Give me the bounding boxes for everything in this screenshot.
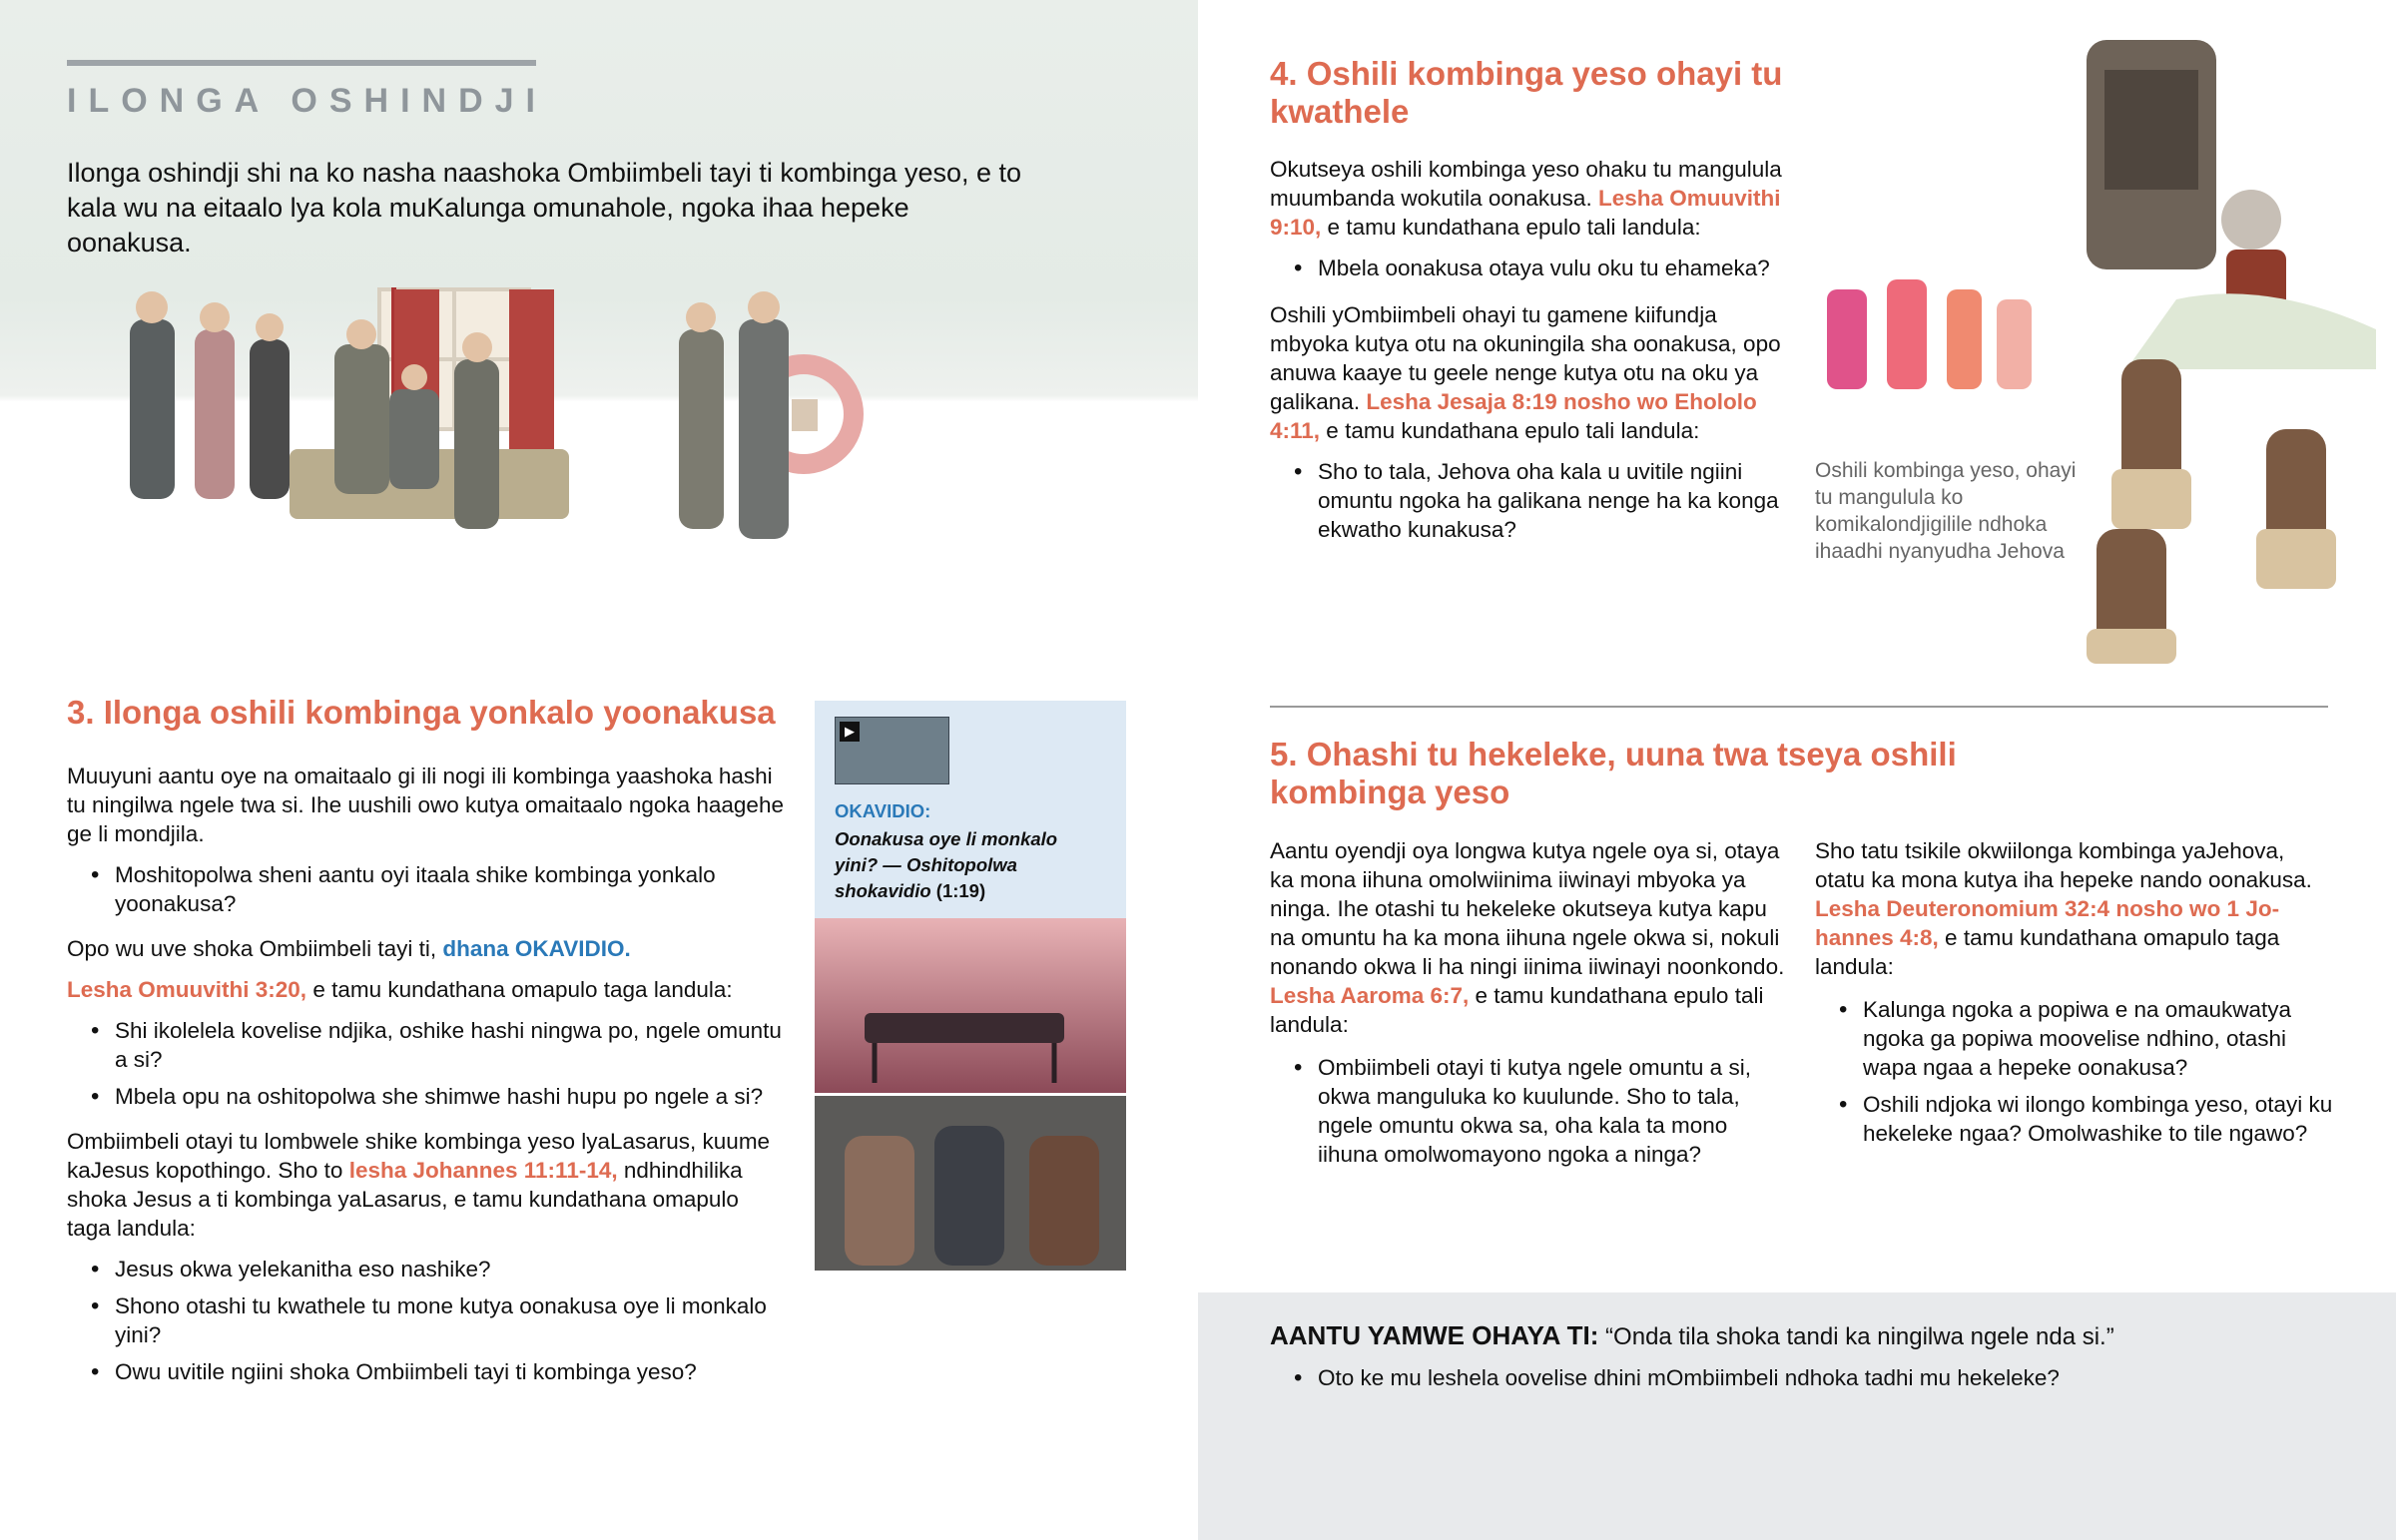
ancestor-ritual-illustration xyxy=(1797,30,2386,669)
hero-intro: Ilonga oshindji shi na ko nasha naashoka Ombiimbeli tayi ti kombinga yeso, e to kala wu na eitaalo lya kola muKalunga omunahole, ngoka ihaa hepeke oonakusa. xyxy=(67,158,1022,257)
question-item: • Mbela opu na oshitopolwa she shimwe hashi hupu po ngele a si? xyxy=(67,1082,786,1111)
section-4-paragraph-2 xyxy=(1270,300,1789,445)
others-say-lead: AANTU YAMWE OHAYA TI: xyxy=(1270,1320,1599,1350)
section-3 xyxy=(67,694,786,1402)
question-item: • Shono otashi tu kwathele tu mone kutya oonakusa oye li monkalo yini? xyxy=(67,1291,786,1349)
question-item: • Shi ikolelela kovelise ndjika, oshike hashi ningwa po, ngele omuntu a si? xyxy=(67,1016,786,1074)
section-5-column-1 xyxy=(1270,836,1789,1177)
section-3-paragraph-1: Muuyuni aantu oye na omaitaalo gi ili nogi ili kombinga yaashoka hashi tu ningilwa ngele twa si. Ihe uushili owo kutya omaitaalo ngoka haagehe ge li mondjila. xyxy=(67,764,784,846)
section-5-column-2 xyxy=(1815,836,2334,1156)
question-item: • Kalunga ngoka a popiwa e na omaukwatya ngoka ga popiwa moovelise ndhino, otashi wapa ngaa a hepeke oonakusa? xyxy=(1815,995,2334,1082)
paragraph-text: e tamu kundathana epulo tali landula: xyxy=(1321,215,1701,240)
question-item: • Moshitopolwa sheni aantu oyi itaala shike kombinga yonkalo yoonakusa? xyxy=(67,860,786,918)
question-item: • Oto ke mu leshela oovelise dhini mOmbiimbeli ndhoka tadhi mu hekeleke? xyxy=(1270,1363,2348,1392)
section-3-paragraph-4 xyxy=(67,1127,786,1243)
question-item: • Oshili ndjoka wi ilongo kombinga yeso, otayi ku hekeleke ngaa? Omolwashike to tile ngawo? xyxy=(1815,1090,2334,1148)
paragraph-text: Sho tatu tsikile okwiilonga kombinga yaJehova, otatu ka mona kutya iha hepeke nando oonakusa. xyxy=(1815,838,2312,892)
question-item: • Ombiimbeli otayi ti kutya ngele omuntu a si, okwa manguluka ko kuulunde. Sho to tala, ngele omuntu okwa sa, oha kala ta mono iihuna omolwomayono ngoka a ninga? xyxy=(1270,1053,1789,1169)
scripture-reference[interactable]: Lesha Deuteronomium 32:4 nosho wo 1 Johannes 4:8, xyxy=(1815,896,2280,950)
question-item: • Owu uvitile ngiini shoka Ombiimbeli tayi ti kombinga yeso? xyxy=(67,1357,786,1386)
paragraph-text: e tamu kundathana omapulo taga landula: xyxy=(1815,925,2280,979)
paragraph-text: Okutseya oshili kombinga yeso ohaku tu mangulula muumbanda wokutila oonakusa. xyxy=(1270,157,1782,211)
scripture-reference[interactable]: Lesha Aaroma 6:7, xyxy=(1270,983,1470,1008)
hospital-bed-image xyxy=(815,918,1126,1093)
others-say-quote: “Onda tila shoka tandi ka ningilwa ngele nda si.” xyxy=(1598,1323,2114,1350)
section-5-paragraph-1 xyxy=(1270,836,1789,1039)
video-title xyxy=(835,826,1094,904)
section-3-questions-1 xyxy=(67,860,786,918)
section-3-paragraph-3 xyxy=(67,975,786,1004)
play-icon[interactable]: ▶ xyxy=(840,722,860,742)
scripture-reference[interactable]: lesha Johannes 11:11-14, xyxy=(348,1158,618,1183)
scripture-reference[interactable]: Lesha Jesaja 8:19 nosho wo Ehololo 4:11, xyxy=(1270,389,1757,443)
hero-kicker: ILONGA OSHINDJI xyxy=(67,82,547,120)
hero-rule xyxy=(67,60,536,66)
scripture-reference[interactable]: Lesha Omuuvithi 9:10, xyxy=(1270,186,1781,240)
section-3-questions-3 xyxy=(67,1255,786,1386)
section-divider xyxy=(1270,706,2328,708)
section-4-questions-2 xyxy=(1270,457,1789,544)
others-say-questions xyxy=(1270,1363,2348,1392)
video-title-text: Oonakusa oye li monkalo yini? — Oshitopolwa shokavidio xyxy=(835,828,1058,901)
others-say-box xyxy=(1270,1319,2348,1392)
paragraph-text: ndhindhilika shoka Jesus a ti kombinga yaLasarus, e tamu kundathana omapulo taga landula: xyxy=(67,1158,743,1241)
section-5-paragraph-2 xyxy=(1815,836,2334,981)
paragraph-text: e tamu kundathana epulo tali landula: xyxy=(1320,418,1700,443)
paragraph-text: e tamu kundathana epulo tali landula: xyxy=(1270,983,1764,1037)
section-5-title: 5. Ohashi tu hekeleke, uuna twa tseya oshili kombinga yeso xyxy=(1270,736,1957,810)
paragraph-text: Oshili yOmbiimbeli ohayi tu gamene kiifundja mbyoka kutya otu na okuningila sha oonakusa, opo anuwa kaaye tu geele nenge kutya otu na oku ya galikana. xyxy=(1270,302,1781,414)
section-4-questions-1 xyxy=(1270,254,1789,282)
paragraph-text: Ombiimbeli otayi tu lombwele shike kombinga yeso lyaLasarus, kuume kaJesus kopothingo. Sho to xyxy=(67,1129,771,1183)
grieving-people-image xyxy=(815,1096,1126,1271)
question-item: • Jesus okwa yelekanitha eso nashike? xyxy=(67,1255,786,1283)
funeral-family-illustration xyxy=(110,279,908,669)
section-5-questions-2 xyxy=(1815,995,2334,1148)
section-3-questions-2 xyxy=(67,1016,786,1111)
video-link[interactable]: dhana OKAVIDIO. xyxy=(442,936,631,961)
question-item: • Sho to tala, Jehova oha kala u uvitile ngiini omuntu ngoka ha galikana nenge ha ka konga ekwatho kunakusa? xyxy=(1270,457,1789,544)
section-3-paragraph-2 xyxy=(67,934,786,963)
section-4 xyxy=(1270,55,1789,562)
video-duration: (1:19) xyxy=(935,880,986,901)
section-3-title: 3. Ilonga oshili kombinga yonkalo yoonakusa xyxy=(67,694,776,731)
illustration-caption: Oshili kombinga yeso, ohayi tu mangulula ko komikalondjigilile ndhoka ihaadhi nyanyudha Jehova xyxy=(1815,459,2077,563)
section-5-questions-1 xyxy=(1270,1053,1789,1169)
paragraph-text: Aantu oyendji oya longwa kutya ngele oya si, otaya ka mona iihuna omolwiinima iiwinayi mbyoka ya ninga. Ihe otashi tu hekeleke okutseya kutya kapu na omuntu ha ka mona iihuna ngele okwa si, nokuli nonando okwa li ha ningi iinima iiwinayi noonkondo. xyxy=(1270,838,1785,979)
video-kicker: OKAVIDIO: xyxy=(835,800,931,821)
scripture-reference[interactable]: Lesha Omuuvithi 3:20, xyxy=(67,977,307,1002)
section-4-title: 4. Oshili kombinga yeso ohayi tu kwathele xyxy=(1270,55,1783,130)
video-prompt-text: Opo wu uve shoka Ombiimbeli tayi ti, xyxy=(67,936,443,961)
video-thumbnail[interactable] xyxy=(835,717,949,784)
paragraph-text: e tamu kundathana omapulo taga landula: xyxy=(306,977,733,1002)
question-item: • Mbela oonakusa otaya vulu oku tu ehameka? xyxy=(1270,254,1789,282)
others-say-statement xyxy=(1270,1319,2348,1353)
section-4-paragraph-1 xyxy=(1270,155,1789,242)
